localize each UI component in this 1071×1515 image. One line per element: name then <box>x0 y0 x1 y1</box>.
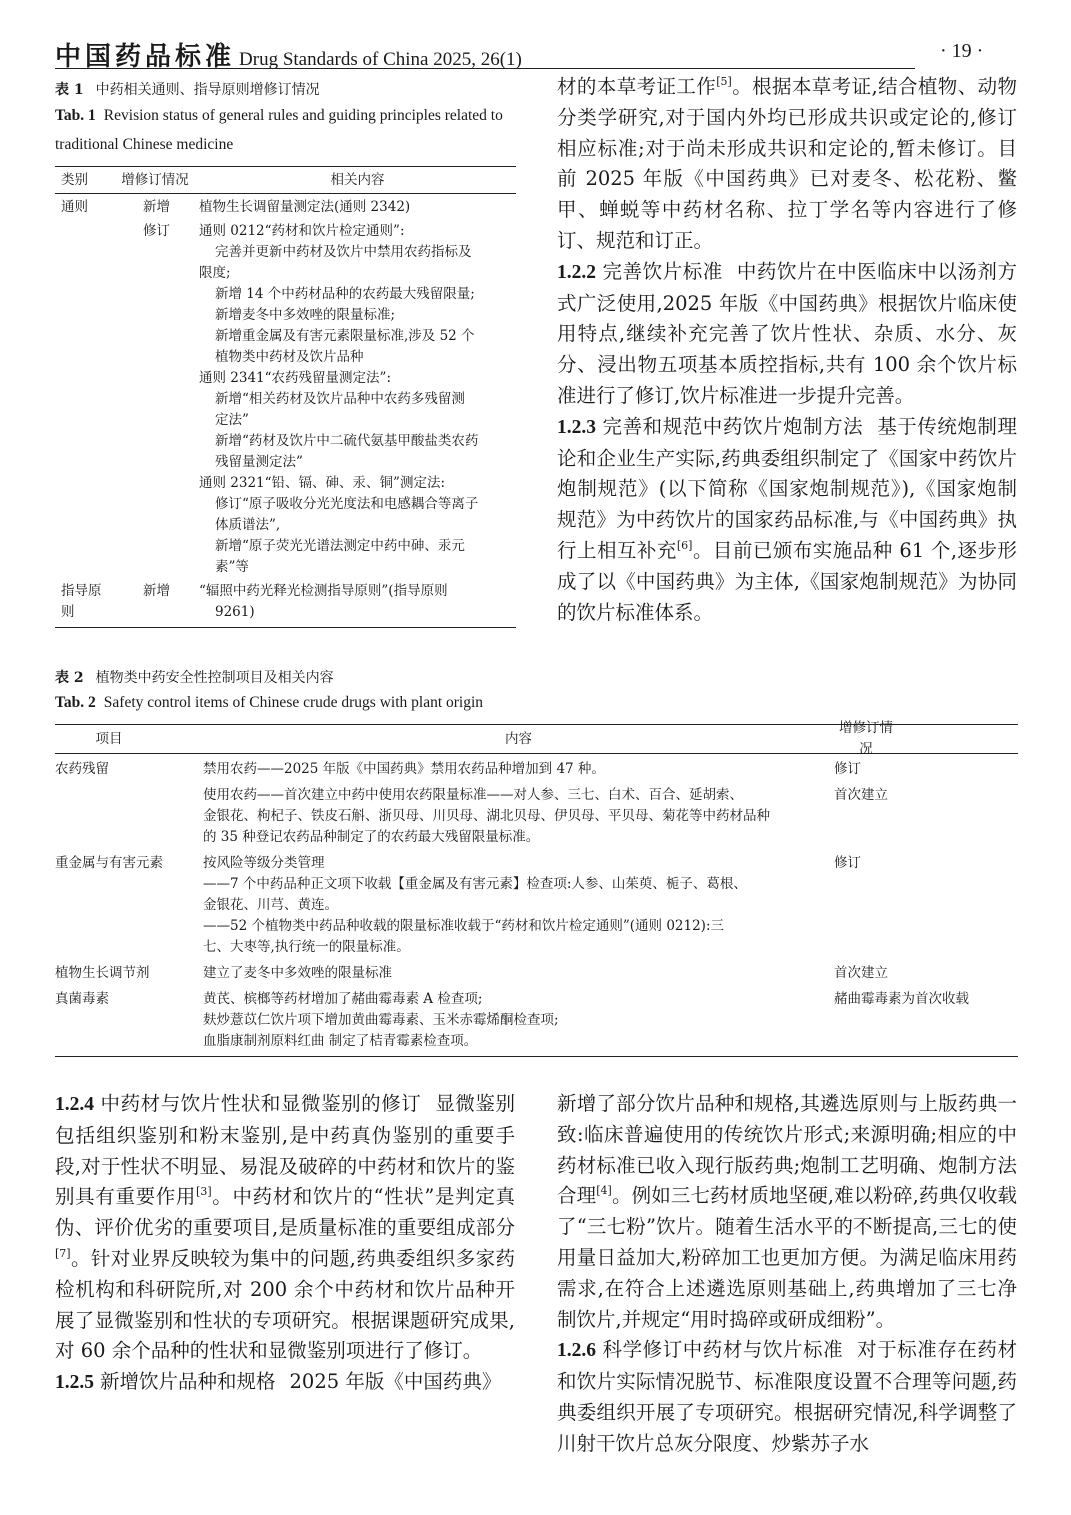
content-line: 素”等 <box>215 559 249 575</box>
table-row <box>55 963 1018 984</box>
table2-header-content: 内容 <box>505 730 532 747</box>
table2 <box>55 720 1018 1057</box>
content-line: ——7 个中药品种正文项下收载【重金属及有害元素】检查项:人参、山茱萸、栀子、葛根、 <box>203 876 747 892</box>
content-line: “辐照中药光释光检测指导原则”(指导原则 <box>199 583 448 599</box>
content-line: 麸炒薏苡仁饮片项下增加黄曲霉毒素、玉米赤霉烯酮检查项; <box>203 1012 559 1028</box>
table-row <box>55 581 516 623</box>
citation-ref: [5] <box>716 75 732 88</box>
section-number: 1.2.6 <box>557 1340 596 1362</box>
text-run: 对于标准存在药材和饮片实际情况脱节、标准限度设置不合理等问题,药典委组织开展了专项研究。根据研究情况,科学调整了川射干饮片总灰分限度、炒紫苏子水 <box>557 1338 1017 1455</box>
citation-ref: [7] <box>55 1246 71 1260</box>
content-line: 新增麦冬中多效唑的限量标准; <box>215 307 396 323</box>
section-number: 1.2.3 <box>557 416 596 438</box>
table2-cell-item <box>55 785 203 848</box>
table1-cell-content <box>199 581 516 623</box>
table2-cell-status: 赭曲霉毒素为首次收载 <box>834 991 969 1007</box>
section-1-2-3 <box>557 412 1017 629</box>
content-line: 定法” <box>215 412 249 428</box>
content-line: 植物生长调留量测定法(通则 2342) <box>199 199 411 215</box>
section-title: 新增饮片品种和规格 <box>100 1370 276 1394</box>
content-line: 禁用农药——2025 年版《中国药典》禁用农药品种增加到 47 种。 <box>203 761 605 777</box>
section-title: 科学修订中药材与饮片标准 <box>602 1338 844 1362</box>
table1-cell-status: 修订 <box>143 223 170 239</box>
section-title: 完善饮片标准 <box>602 259 723 283</box>
text-run: 。中药材和饮片的“性状”是判定真伪、评价优劣的重要项目,是质量标准的重要组成部分 <box>55 1185 515 1240</box>
table1-header-row <box>55 166 516 194</box>
section-1-2-4 <box>55 1089 515 1367</box>
table-row <box>55 989 1018 1052</box>
journal-name-en: Drug Standards of China 2025, 26(1) <box>239 49 522 70</box>
content-line: ——52 个植物类中药品种收载的限量标准收载于“药材和饮片检定通则”(通则 0212):三 <box>203 918 725 934</box>
right-column-bottom-text <box>557 1089 1017 1489</box>
table2-bottom-rule <box>55 1056 1018 1057</box>
table2-cell-status: 首次建立 <box>834 787 888 803</box>
text-run: 显微鉴别包括组织鉴别和粉末鉴别,是中药真伪鉴别的重要手段,对于性状不明显、易混及破碎的中药材和饮片的鉴别具有重要作用 <box>55 1092 515 1209</box>
content-line: 新增“相关药材及饮片品种中农药多残留测 <box>215 391 465 407</box>
table1-cell-category: 指导原则 <box>61 583 102 620</box>
journal-name-zh: 中国药品标准 <box>55 42 236 72</box>
citation-ref: [6] <box>676 538 693 552</box>
table2-title-zh: 植物类中药安全性控制项目及相关内容 <box>95 670 334 686</box>
table1-title-en: Revision status of general rules and guiding principles related to traditional Chinese medicine <box>55 107 503 153</box>
text-run: 。目前已颁布实施品种 61 个,逐步形成了以《中国药典》为主体,《国家炮制规范》为协同的饮片标准体系。 <box>557 538 1017 624</box>
content-line: 金银花、川芎、黄连。 <box>203 897 338 913</box>
left-column-text <box>55 1089 515 1399</box>
content-line: 按风险等级分类管理 <box>203 855 325 871</box>
citation-ref: [3] <box>196 1185 212 1199</box>
section-number: 1.2.2 <box>557 261 596 283</box>
table1 <box>55 166 516 628</box>
section-1-2-5-start <box>55 1367 515 1399</box>
table2-cell-content <box>203 989 834 1052</box>
text-run: 。针对业界反映较为集中的问题,药典委组织多家药检机构和科研院所,对 200 余个中药材和饮片品种开展了显微鉴别和性状的专项研究。根据课题研究成果,对 60 余个品种的性状和显微鉴别项进行了修订。 <box>55 1246 515 1363</box>
table-row <box>55 785 1018 848</box>
content-line: 体质谱法”, <box>215 517 281 533</box>
table-row <box>55 853 1018 958</box>
content-line: 建立了麦冬中多效唑的限量标准 <box>203 965 392 981</box>
table1-cell-content <box>199 197 516 218</box>
table2-cell-status: 首次建立 <box>834 965 888 981</box>
table-row <box>55 221 516 578</box>
text-run: 中药饮片在中医临床中以汤剂方式广泛使用,2025 年版《中国药典》根据饮片临床使用特点,继续补充完善了饮片性状、杂质、水分、灰分、浸出物五项基本质控指标,共有 100 余个饮片标准进行了修订,饮片标准进一步提升完善。 <box>557 259 1017 407</box>
text-run: 材的本草考证工作 <box>557 75 717 98</box>
content-line: 的 35 种登记农药品种制定了的农药最大残留限量标准。 <box>203 829 540 845</box>
header-rule <box>55 68 915 69</box>
content-line: 黄芪、槟榔等药材增加了赭曲霉毒素 A 检查项; <box>203 991 483 1007</box>
table-row <box>55 759 1018 780</box>
table1-header-status: 增修订情况 <box>121 171 189 188</box>
table1-cell-content <box>199 221 516 578</box>
content-line: 通则 0212“药材和饮片检定通则”: <box>199 223 405 239</box>
table2-cell-item: 植物生长调节剂 <box>55 965 150 981</box>
table1-label-zh: 表 1 <box>55 82 84 98</box>
table2-header-status: 增修订情况 <box>839 720 893 757</box>
section-title: 中药材与饮片性状和显微鉴别的修订 <box>100 1092 422 1115</box>
content-line: 新增重金属及有害元素限量标准,涉及 52 个 <box>215 328 475 344</box>
content-line: 修订“原子吸收分光光度法和电感耦合等离子 <box>215 496 479 512</box>
section-1-2-6 <box>557 1335 1017 1459</box>
paragraph-continued <box>557 72 1017 257</box>
content-line: 残留量测定法” <box>215 454 303 470</box>
table1-cell-category <box>55 221 111 578</box>
table1-caption-en <box>55 101 516 159</box>
table1-label-en: Tab. 1 <box>55 107 96 124</box>
table2-cell-item: 真菌毒素 <box>55 991 109 1007</box>
table2-label-zh: 表 2 <box>55 670 84 686</box>
content-line: 血脂康制剂原料红曲 制定了桔青霉素检查项。 <box>203 1033 478 1049</box>
text-run: 新增了部分饮片品种和规格,其遴选原则与上版药典一致:临床普遍使用的传统饮片形式;来源明确;相应的中药材标准已收入现行版药典;炮制工艺明确、炮制方法合理 <box>557 1092 1017 1208</box>
table2-cell-content <box>203 853 834 958</box>
content-line: 通则 2341“农药残留量测定法”: <box>199 370 391 386</box>
section-1-2-5-continued <box>557 1089 1017 1335</box>
table1-title-zh: 中药相关通则、指导原则增修订情况 <box>95 82 320 98</box>
table-row <box>55 197 516 218</box>
table2-cell-content <box>203 963 834 984</box>
content-line: 七、大枣等,执行统一的限量标准。 <box>203 939 410 955</box>
page-number: · 19 · <box>940 40 984 62</box>
table1-caption-zh <box>55 79 320 99</box>
section-1-2-2 <box>557 257 1017 412</box>
content-line: 使用农药——首次建立中药中使用农药限量标准——对人参、三七、白术、百合、延胡索、 <box>203 787 743 803</box>
content-line: 完善并更新中药材及饮片中禁用农药指标及 <box>215 244 472 260</box>
table2-cell-content <box>203 785 834 848</box>
table2-cell-item: 重金属与有害元素 <box>55 855 163 871</box>
table1-header-content: 相关内容 <box>330 171 385 188</box>
table2-cell-content <box>203 759 834 780</box>
table1-cell-status: 新增 <box>143 199 170 215</box>
table1-bottom-rule <box>55 627 516 628</box>
table1-cell-status: 新增 <box>143 583 170 599</box>
table2-caption-en <box>55 688 483 717</box>
content-line: 新增“药材及饮片中二硫代氨基甲酸盐类农药 <box>215 433 479 449</box>
table2-title-en: Safety control items of Chinese crude drugs with plant origin <box>103 694 484 711</box>
right-column-text <box>557 72 1017 628</box>
section-number: 1.2.4 <box>55 1094 94 1115</box>
table2-cell-status: 修订 <box>834 855 861 871</box>
table2-cell-status: 修订 <box>834 761 861 777</box>
content-line: 通则 2321“铅、镉、砷、汞、铜”测定法: <box>199 475 445 491</box>
content-line: 金银花、枸杞子、铁皮石斛、浙贝母、川贝母、湖北贝母、伊贝母、平贝母、菊花等中药材品种 <box>203 808 770 824</box>
table2-header-row <box>55 720 1018 757</box>
table2-caption-zh <box>55 667 334 687</box>
content-line: 植物类中药材及饮片品种 <box>215 349 364 365</box>
text-run: 基于传统炮制理论和企业生产实际,药典委组织制定了《国家中药饮片炮制规范》(以下简称《国家炮制规范》),《国家炮制规范》为中药饮片的国家药品标准,与《中国药典》执行上相互补充 <box>557 414 1017 562</box>
section-number: 1.2.5 <box>55 1372 94 1394</box>
section-title: 完善和规范中药饮片炮制方法 <box>602 414 864 438</box>
text-run: 2025 年版《中国药典》 <box>289 1370 502 1394</box>
content-line: 新增“原子荧光光谱法测定中药中砷、汞元 <box>215 538 465 554</box>
text-run: 。例如三七药材质地坚硬,难以粉碎,药典仅收载了“三七粉”饮片。随着生活水平的不断提高,三七的使用量日益加大,粉碎加工也更加方便。为满足临床用药需求,在符合上述遴选原则基础上,药典增加了三七净制饮片,并规定“用时捣碎或研成细粉”。 <box>557 1184 1017 1331</box>
content-line: 新增 14 个中药材品种的农药最大残留限量; <box>215 286 475 302</box>
content-line: 9261) <box>215 604 255 620</box>
table2-cell-item: 农药残留 <box>55 761 109 777</box>
table2-header-item: 项目 <box>95 730 123 747</box>
table2-label-en: Tab. 2 <box>55 694 96 711</box>
table1-header-category: 类别 <box>61 171 88 188</box>
text-run: 。根据本草考证,结合植物、动物分类学研究,对于国内外均已形成共识或定论的,修订相应标准;对于尚未形成共识和定论的,暂未修订。目前 2025 年版《中国药典》已对麦冬、松花粉、鳖甲、蝉蜕等中药材名称、拉丁学名等内容进行了修订、规范和订正。 <box>557 75 1017 252</box>
table1-cell-category: 通则 <box>61 199 88 215</box>
content-line: 限度; <box>199 265 231 281</box>
citation-ref: [4] <box>596 1184 612 1198</box>
